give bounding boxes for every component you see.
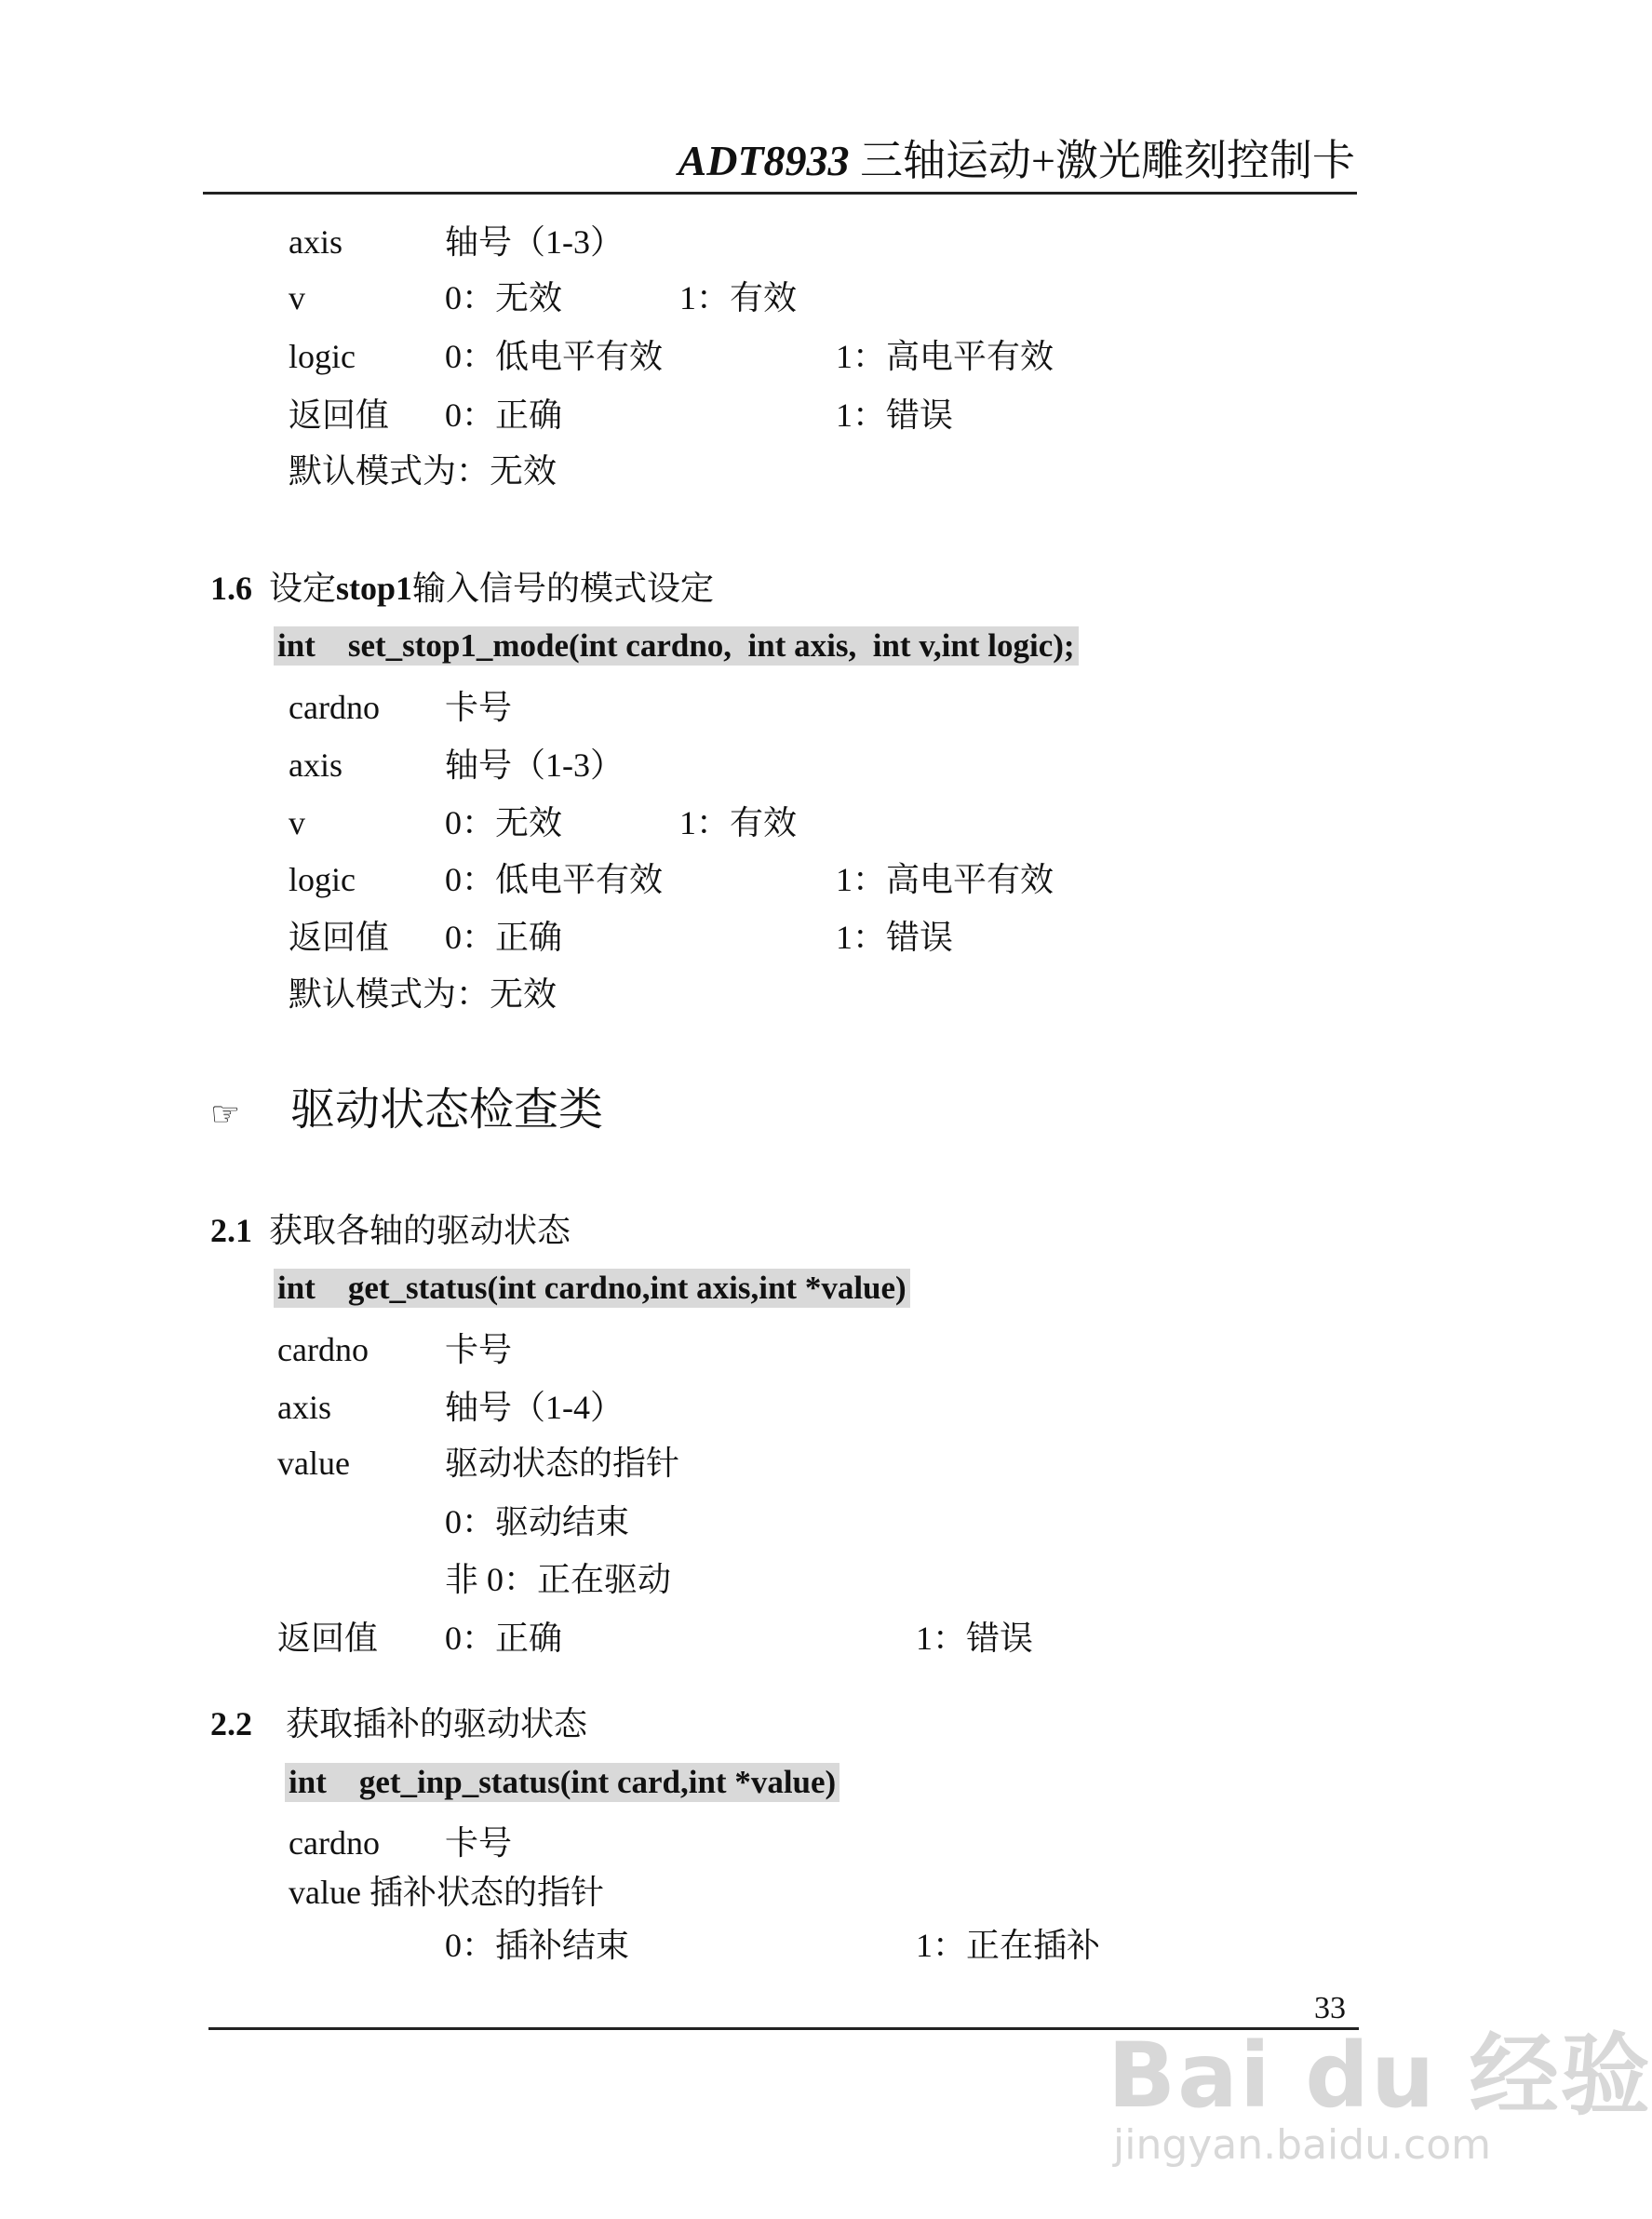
param-label: value [277, 1445, 350, 1482]
param-label: v [289, 279, 305, 316]
param-desc: 卡号 [445, 1824, 513, 1862]
page-number: 33 [1314, 1991, 1346, 2025]
watermark-url: jingyan.baidu.com [1113, 2121, 1492, 2169]
param-option-0: 0：无效 [445, 804, 563, 841]
param-label: cardno [289, 689, 380, 726]
param-option-1: 1：有效 [679, 804, 798, 841]
param-label: axis [289, 746, 342, 784]
function-signature: int set_stop1_mode(int cardno, int axis, int v,int logic); [274, 626, 1079, 666]
param-desc: 驱动状态的指针 [445, 1445, 680, 1482]
section-number: 2.2 [210, 1705, 252, 1742]
value-option-0: 0：驱动结束 [445, 1503, 630, 1540]
param-desc: 轴号（1-3） [445, 223, 624, 261]
section-title: 获取各轴的驱动状态 [269, 1212, 571, 1249]
param-label: v [289, 804, 305, 841]
param-option-1: 1：有效 [679, 279, 798, 316]
param-option-0: 0：无效 [445, 279, 563, 316]
param-option-1: 1：高电平有效 [836, 861, 1054, 898]
section-title: 获取插补的驱动状态 [286, 1705, 588, 1742]
header-model: ADT8933 [678, 137, 850, 184]
param-option-0: 0：低电平有效 [445, 338, 664, 375]
default-mode: 默认模式为：无效 [289, 975, 557, 1013]
function-signature: int get_inp_status(int card,int *value) [285, 1763, 839, 1802]
param-desc: 轴号（1-4） [445, 1389, 624, 1426]
param-label: axis [277, 1389, 331, 1426]
value-option-1: 非 0：正在驱动 [445, 1561, 672, 1598]
function-signature: int get_status(int cardno,int axis,int *value) [274, 1269, 910, 1308]
param-option-0: 0：正确 [445, 397, 563, 434]
param-label: axis [289, 223, 342, 261]
param-label: cardno [289, 1824, 380, 1862]
param-label: logic [289, 338, 356, 375]
param-label: logic [289, 861, 356, 898]
section-number: 1.6 [210, 570, 252, 607]
param-label: 返回值 [289, 919, 390, 956]
param-option-0: 0：低电平有效 [445, 861, 664, 898]
section-heading [210, 568, 714, 609]
param-option-0: 0：正确 [445, 1620, 563, 1657]
param-option-0: 0：正确 [445, 919, 563, 956]
param-option-1: 1：错误 [836, 397, 954, 434]
section-heading [210, 1703, 587, 1744]
section-number: 2.1 [210, 1212, 252, 1249]
page-header [678, 135, 1355, 187]
category-title: 驱动状态检查类 [290, 1085, 604, 1135]
section-title-prefix: 设定 [269, 570, 337, 607]
param-option-1: 1：错误 [836, 919, 954, 956]
section-title-keyword: stop1 [336, 570, 413, 607]
pointing-hand-icon: ☞ [210, 1096, 241, 1134]
section-title-suffix: 输入信号的模式设定 [412, 570, 715, 607]
param-label: 返回值 [277, 1620, 379, 1657]
section-heading [210, 1210, 571, 1251]
param-label: cardno [277, 1331, 369, 1368]
value-line: value 插补状态的指针 [289, 1874, 604, 1911]
param-option-1: 1：高电平有效 [836, 338, 1054, 375]
param-label: 返回值 [289, 397, 390, 434]
value-option-1: 1：正在插补 [916, 1927, 1101, 1964]
param-desc: 轴号（1-3） [445, 746, 624, 784]
watermark-brand: Bai du 经验 [1108, 2024, 1652, 2128]
param-option-1: 1：错误 [916, 1620, 1034, 1657]
default-mode: 默认模式为：无效 [289, 452, 557, 490]
value-option-0: 0：插补结束 [445, 1927, 630, 1964]
param-desc: 卡号 [445, 689, 513, 726]
param-desc: 卡号 [445, 1331, 513, 1368]
header-rule [203, 192, 1357, 195]
header-title: 三轴运动+激光雕刻控制卡 [860, 137, 1355, 184]
